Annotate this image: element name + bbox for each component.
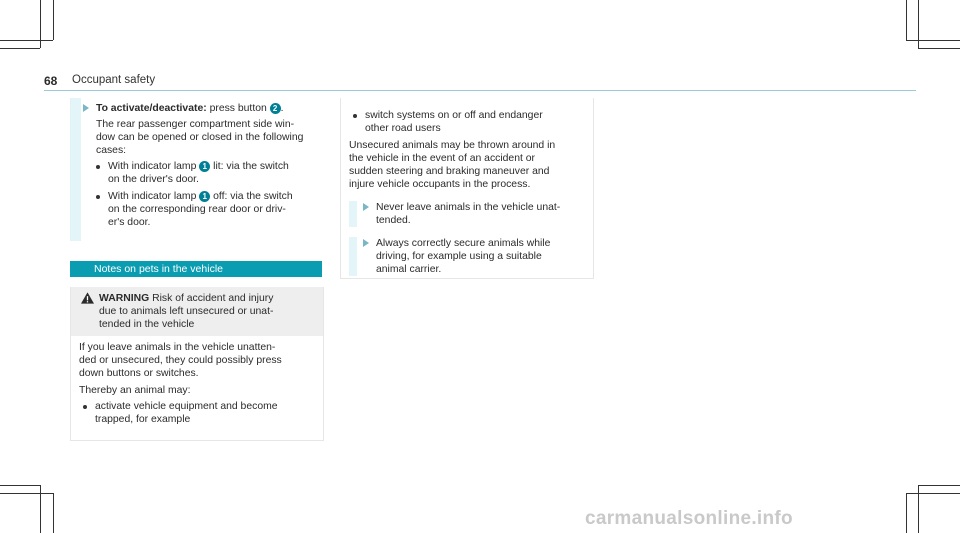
step-end: . xyxy=(280,103,284,114)
bullet-text: switch systems on or off and endanger xyxy=(365,110,543,121)
warning-body xyxy=(71,336,323,440)
step-text: press button xyxy=(209,103,267,114)
para-line: Unsecured animals may be thrown around in xyxy=(349,140,556,151)
crop-mark xyxy=(53,0,54,40)
warning-text: Risk of accident and injury xyxy=(152,293,274,304)
section-heading xyxy=(70,261,322,277)
warning-text: tended in the vehicle xyxy=(99,319,195,330)
crop-mark xyxy=(906,493,907,533)
activation-step xyxy=(70,98,322,241)
step-arrow-icon xyxy=(83,104,89,112)
header-divider xyxy=(44,90,916,91)
page-title: Occupant safety xyxy=(72,74,156,86)
para-line: dow can be opened or closed in the following xyxy=(96,132,304,143)
warning-label: WARNING xyxy=(99,293,150,304)
crop-mark xyxy=(906,0,907,40)
para-line: cases: xyxy=(96,145,127,156)
lamp-number-badge: 1 xyxy=(199,161,210,172)
crop-mark xyxy=(0,485,40,486)
left-column xyxy=(70,98,322,241)
warning-triangle-icon xyxy=(81,292,94,304)
crop-mark xyxy=(906,40,960,41)
crop-mark xyxy=(0,493,53,494)
step-arrow-icon xyxy=(363,239,369,247)
body-line: If you leave animals in the vehicle unatten- xyxy=(79,342,276,353)
step-text: Never leave animals in the vehicle unat- xyxy=(376,202,561,213)
crop-mark xyxy=(918,48,960,49)
para-line: The rear passenger compartment side win- xyxy=(96,119,295,130)
crop-mark xyxy=(0,48,40,49)
list-item xyxy=(83,400,317,426)
bullet-text: on the corresponding rear door or driv- xyxy=(108,204,286,215)
lamp-number-badge: 1 xyxy=(199,191,210,202)
instruction-step xyxy=(349,237,585,276)
list-item xyxy=(96,190,316,229)
bullet-text: With indicator lamp xyxy=(108,161,197,172)
body-line: ded or unsecured, they could possibly press xyxy=(79,355,282,366)
animal-risk-list xyxy=(83,400,317,426)
bullet-icon xyxy=(96,165,100,169)
step-label: To activate/deactivate: xyxy=(96,103,207,114)
bullet-icon xyxy=(96,195,100,199)
watermark: carmanualsonline.info xyxy=(585,508,793,529)
list-item xyxy=(353,109,585,135)
step-description xyxy=(96,118,316,157)
para-line: injure vehicle occupants in the process. xyxy=(349,179,531,190)
unsecured-animals-paragraph xyxy=(349,139,585,191)
section-title: Notes on pets in the vehicle xyxy=(94,263,223,275)
bullet-text: With indicator lamp xyxy=(108,191,197,202)
bullet-text: off: via the switch xyxy=(213,191,293,202)
bullet-icon xyxy=(83,405,87,409)
middle-column xyxy=(340,98,594,279)
bullet-text: trapped, for example xyxy=(95,414,191,425)
case-list xyxy=(96,160,316,229)
para-line: sudden steering and braking maneuver and xyxy=(349,166,550,177)
animal-risk-list-continued xyxy=(353,109,585,135)
bullet-text: lit: via the switch xyxy=(213,161,289,172)
bullet-icon xyxy=(353,114,357,118)
warning-header xyxy=(71,287,323,336)
bullet-text: on the driver's door. xyxy=(108,174,199,185)
list-item xyxy=(96,160,316,186)
warning-text: due to animals left unsecured or unat- xyxy=(99,306,274,317)
step-text: animal carrier. xyxy=(376,264,442,275)
bullet-text: other road users xyxy=(365,123,441,134)
step-text: tended. xyxy=(376,215,411,226)
crop-mark xyxy=(918,485,960,486)
step-text: driving, for example using a suitable xyxy=(376,251,542,262)
bullet-text: activate vehicle equipment and become xyxy=(95,401,278,412)
page-number: 68 xyxy=(44,74,58,88)
warning-box xyxy=(70,287,324,441)
crop-mark xyxy=(0,40,53,41)
crop-mark xyxy=(53,493,54,533)
step-text: Always correctly secure animals while xyxy=(376,238,551,249)
button-number-badge: 2 xyxy=(270,103,281,114)
para-line: the vehicle in the event of an accident or xyxy=(349,153,535,164)
step-arrow-icon xyxy=(363,203,369,211)
bullet-text: er's door. xyxy=(108,217,151,228)
body-line: down buttons or switches. xyxy=(79,368,199,379)
body-line: Thereby an animal may: xyxy=(79,385,191,396)
crop-mark xyxy=(906,493,960,494)
instruction-step xyxy=(349,201,585,227)
